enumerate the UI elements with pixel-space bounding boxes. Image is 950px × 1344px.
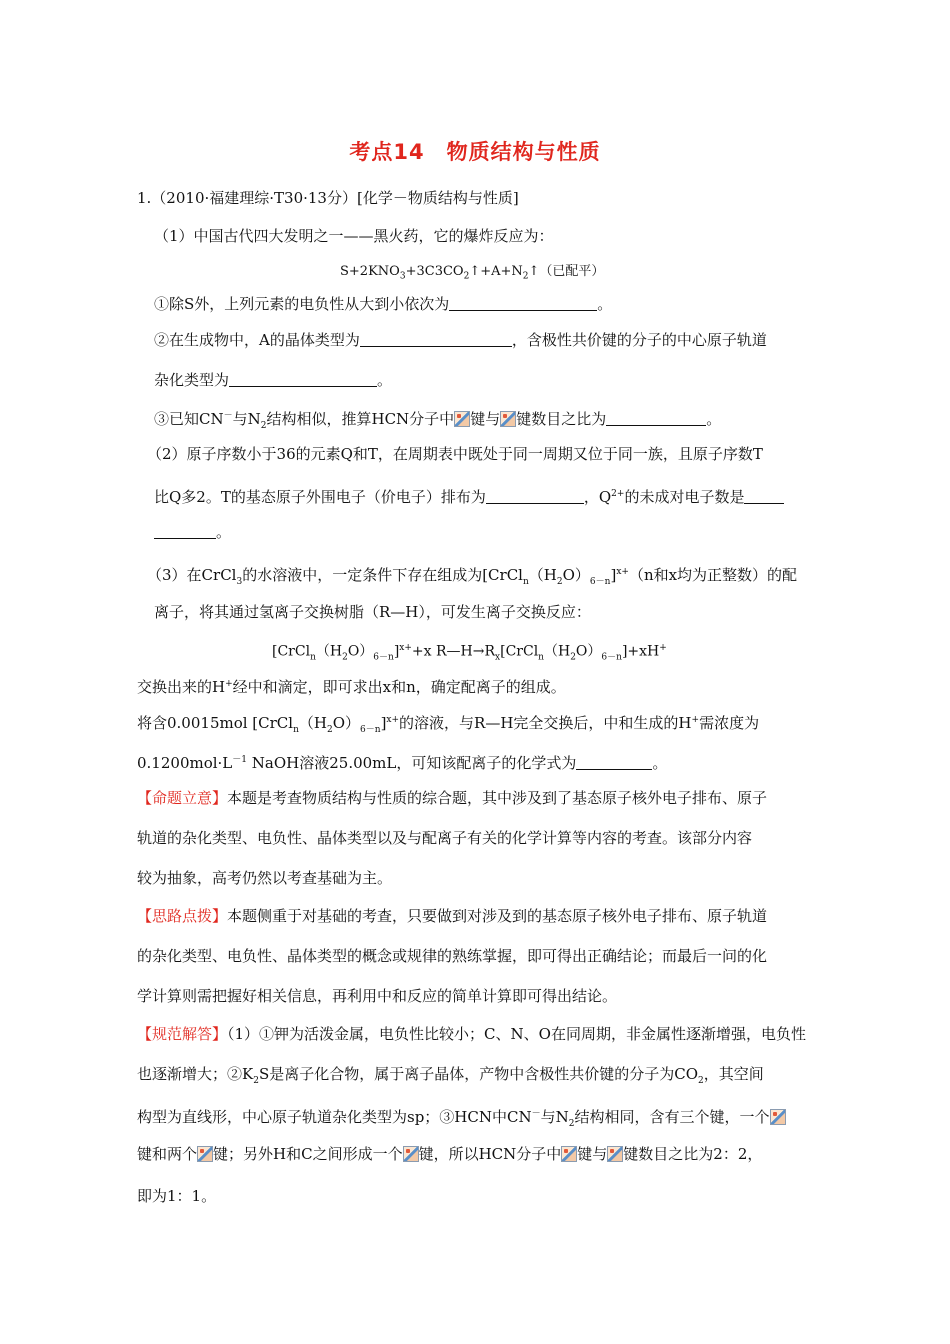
part1-intro: （1）中国古代四大发明之一——黑火药，它的爆炸反应为：: [154, 227, 554, 245]
hint-line1: 【思路点拨】本题侧重于对基础的考查，只要做到对涉及到的基态原子核外电子排布、原子轨道: [137, 907, 768, 925]
answer-blank[interactable]: [486, 489, 584, 504]
answer-label: 【规范解答】: [137, 1025, 228, 1043]
answer-blank[interactable]: [744, 489, 784, 504]
broken-image-icon: [197, 1146, 213, 1162]
answer-line3: 构型为直线形，中心原子轨道杂化类型为sp；③HCN中CN－与$N_2$结构相同，含有三个键，一个: [137, 1104, 786, 1134]
part3-equation: $[CrCl_n(H_2O)_{6-n}]^{x+}+x$ $R—H\to R_x[CrCl_n(H_2O)_{6-n}]+xH^+$: [272, 643, 667, 663]
broken-image-icon: [403, 1146, 419, 1162]
hint-line2: 的杂化类型、电负性、晶体类型的概念或规律的熟练掌握，即可得出正确结论；而最后一问的化: [137, 947, 768, 965]
part2-line1: （2）原子序数小于36的元素Q和T，在周期表中既处于同一周期又位于同一族，且原子序数T: [147, 445, 763, 463]
part3-line4: 将含0.0015mol $[CrCl_n(H_2O)_{6-n}]^{x+}$的溶液，与R—H完全交换后，中和生成的H+需浓度为: [137, 714, 760, 735]
part1-equation: $S+2KNO_3+3C3CO_2↑+A+N_2↑$（已配平）: [340, 264, 605, 282]
answer-line5: 即为1：1。: [137, 1187, 217, 1205]
part3-line1: （3）在CrCl$_3$的水溶液中，一定条件下存在组成为$[CrCl_n(H_2O)_{6-n}]^{x+}(n$和x均为正整数）的配: [147, 566, 798, 587]
answer-blank[interactable]: [360, 332, 512, 347]
answer-blank[interactable]: [229, 372, 377, 387]
answer-blank[interactable]: [576, 755, 652, 770]
answer-line4: 键和两个 键；另外H和C之间形成一个 键，所以HCN分子中 键与 键数目之比为2：2，: [137, 1145, 763, 1163]
broken-image-icon: [500, 411, 516, 427]
broken-image-icon: [607, 1146, 623, 1162]
hint-label: 【思路点拨】: [137, 907, 228, 925]
part1-subq1: ①除S外，上列元素的电负性从大到小依次为 。: [154, 295, 613, 313]
answer-line1: 【规范解答】（1）①钾为活泼金属，电负性比较小；C、N、O在同周期，非金属性逐渐增强，电负性: [137, 1025, 806, 1043]
intent-label: 【命题立意】: [137, 789, 228, 807]
part1-subq2-cont: 杂化类型为 。: [154, 371, 393, 389]
broken-image-icon: [454, 411, 470, 427]
part2-line2: 比Q多2。T的基态原子外围电子（价电子）排布为 ，$Q^{2+}$的未成对电子数是: [154, 484, 784, 507]
answer-blank[interactable]: [154, 524, 216, 539]
intent-line2: 轨道的杂化类型、电负性、晶体类型以及与配离子有关的化学计算等内容的考查。该部分内容: [137, 829, 753, 847]
broken-image-icon: [561, 1146, 577, 1162]
page-title: 考点14 物质结构与性质: [349, 140, 601, 164]
part1-subq3: ③已知CN－与$N_2$结构相似，推算HCN分子中 键与 键数目之比为 。: [154, 410, 722, 431]
hint-line3: 学计算则需把握好相关信息，再利用中和反应的简单计算即可得出结论。: [137, 987, 618, 1005]
part1-subq2: ②在生成物中，A的晶体类型为 ，含极性共价键的分子的中心原子轨道: [154, 331, 767, 349]
part3-line5: $0.1200mol\cdot L^{-1}$ NaOH溶液25.00mL，可知该配离子的化学式为 。: [137, 754, 668, 772]
answer-blank[interactable]: [606, 411, 706, 426]
part3-line3: 交换出来的H+经中和滴定，即可求出x和n，确定配离子的组成。: [137, 678, 566, 696]
part2-line3: 。: [154, 522, 231, 542]
broken-image-icon: [770, 1109, 786, 1125]
question-header: 1.（2010·福建理综·T30·13分）[化学－物质结构与性质]: [137, 189, 519, 207]
answer-line2: 也逐渐增大；$②K_2S$是离子化合物，属于离子晶体，产物中含极性共价键的分子为$CO_2$，其空间: [137, 1065, 764, 1086]
answer-blank[interactable]: [449, 296, 597, 311]
intent-line3: 较为抽象，高考仍然以考查基础为主。: [137, 869, 393, 887]
part3-line2: 离子，将其通过氢离子交换树脂（R—H），可发生离子交换反应：: [154, 603, 591, 621]
intent-line1: 【命题立意】本题是考查物质结构与性质的综合题，其中涉及到了基态原子核外电子排布、原子: [137, 789, 768, 807]
